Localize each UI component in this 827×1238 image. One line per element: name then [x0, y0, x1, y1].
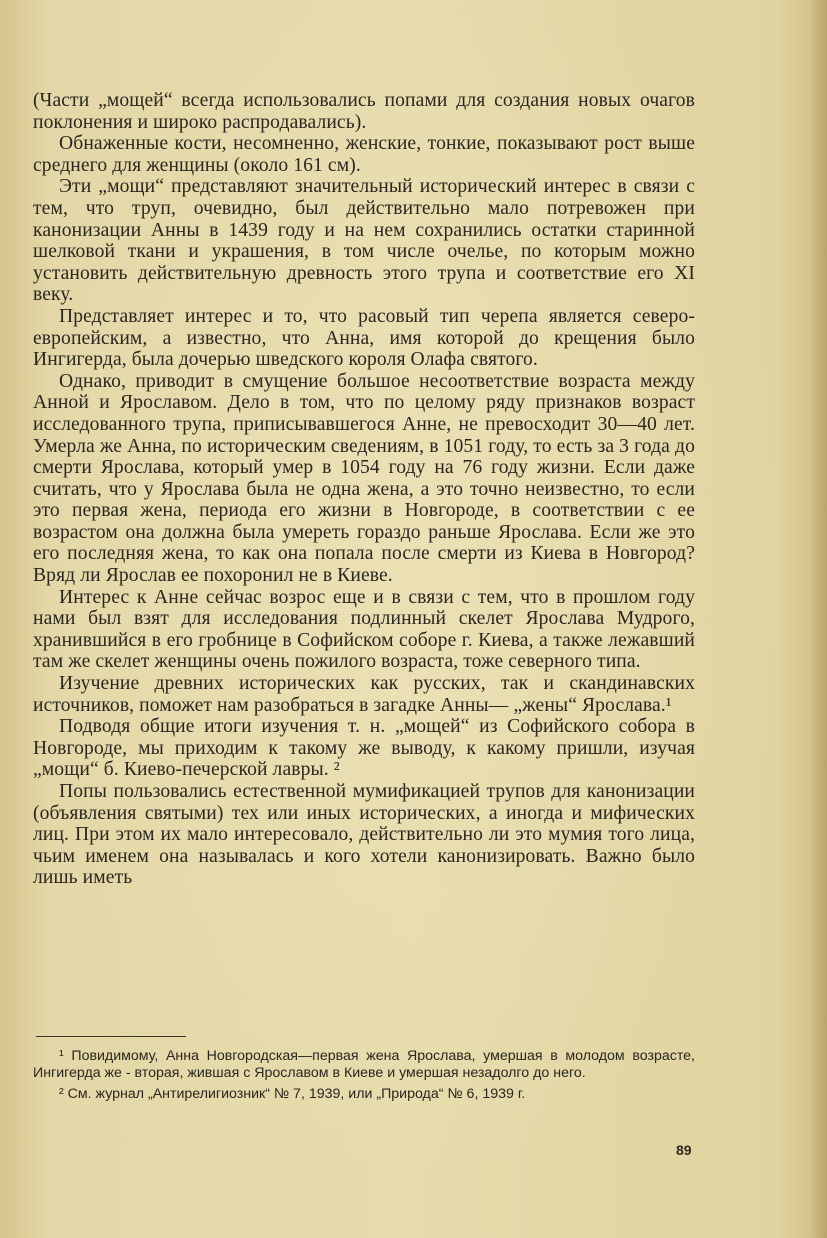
footnote-divider: [36, 1036, 186, 1037]
footnote-2: ² См. журнал „Антирелигиозник“ № 7, 1939, или „Природа“ № 6, 1939 г.: [59, 1085, 526, 1102]
body-text: [33, 90, 695, 889]
paragraph-age-discrepancy: Однако, приводит в смущение большое несоответствие возраста между Анной и Ярославом. Дело в том, что по целому ряду признаков возраст исследованного трупа, приписывавшегося Анне, не превосходит 30—40 лет. Умерла же Анна, по историческим сведениям, в 1051 году, то есть за 3 года до смерти Ярослава, который умер в 1054 году на 76 году жизни. Если даже считать, что у Ярослава была не одна жена, а это точно неизвестно, то если это первая жена, периода его жизни в Новгороде, в соответствии с ее возрастом она должна была умереть гораздо раньше Ярослава. Если же это его последняя жена, то как она попала после смерти из Киева в Новгород? Вряд ли Ярослав ее похоронил не в Киеве.: [33, 370, 695, 587]
footnotes: [33, 1048, 695, 1102]
paragraph-sources: Изучение древних исторических как русских, так и скандинавских источников, поможет нам разобраться в загадке Анны— „жены“ Ярослава.¹: [33, 673, 695, 716]
paragraph-conclusions: Подводя общие итоги изучения т. н. „мощей“ из Софийского собора в Новгороде, мы приходим к такому же выводу, к какому пришли, изучая „мощи“ б. Киево-печерской лавры. ²: [33, 716, 695, 781]
paragraph-historical-interest: Эти „мощи“ представляют значительный исторический интерес в связи с тем, что труп, очевидно, был действительно мало потревожен при канонизации Анны в 1439 году и на нем сохранились остатки старинной шелковой ткани и украшения, в том числе очелье, по которым можно установить действительную древность этого трупа и соответствие его XI веку.: [33, 176, 695, 306]
paragraph-mummification: Попы пользовались естественной мумификацией трупов для канонизации (объявления святыми) тех или иных исторических, а иногда и мифических лиц. При этом их мало интересовало, действительно ли это мумия того лица, чьим именем она называлась и кого хотели канонизировать. Важно было лишь иметь: [33, 781, 695, 889]
paragraph-bones: Обнаженные кости, несомненно, женские, тонкие, показывают рост выше среднего для женщины (около 161 см).: [33, 133, 695, 176]
paragraph-relics-parts: (Части „мощей“ всегда использовались попами для создания новых очагов поклонения и широко распродавались).: [33, 90, 695, 133]
page-edge-shadow: [809, 0, 827, 1238]
paragraph-racial-type: Представляет интерес и то, что расовый тип черепа является северо-европейским, а известно, что Анна, имя которой до крещения было Ингигерда, была дочерью шведского короля Олафа святого.: [33, 305, 695, 371]
page-number: 89: [676, 1142, 692, 1158]
paragraph-yaroslav-skeleton: Интерес к Анне сейчас возрос еще и в связи с тем, что в прошлом году нами был взят для исследования подлинный скелет Ярослава Мудрого, хранившийся в его гробнице в Софийском соборе г. Киева, а также лежавший там же скелет женщины очень пожилого возраста, тоже северного типа.: [33, 586, 695, 673]
footnote-1: ¹ Повидимому, Анна Новгородская—первая жена Ярослава, умершая в молодом возрасте, Ингигерда же - вторая, жившая с Ярославом в Киеве и умершая незадолго до него.: [33, 1048, 695, 1081]
